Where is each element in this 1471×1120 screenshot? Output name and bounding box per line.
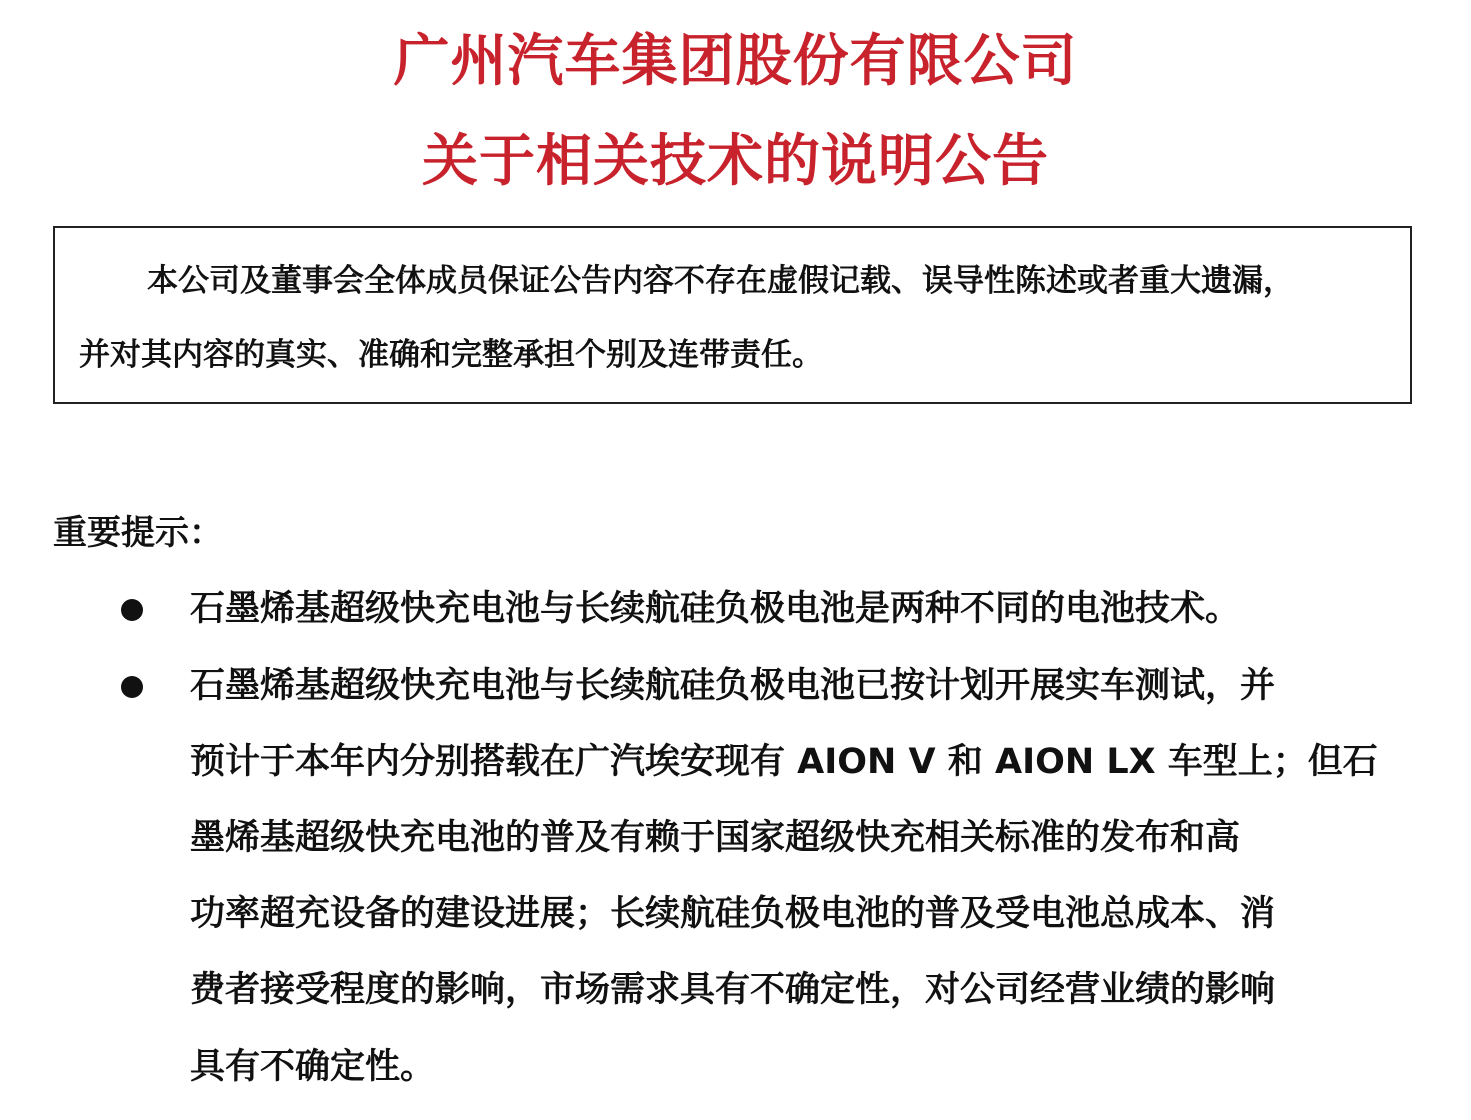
bullet-text: 费者接受程度的影响，市场需求具有不确定性，对公司经营业绩的影响 [190,970,1276,1010]
document-subtitle: 关于相关技术的说明公告 [422,129,1049,194]
document-title: 广州汽车集团股份有限公司 [393,29,1078,94]
disclaimer-line: 本公司及董事会全体成员保证公告内容不存在虚假记载、误导性陈述或者重大遗漏， [147,263,1294,299]
bullet-text: 具有不确定性。 [190,1047,436,1087]
bullet-dot [121,676,143,698]
disclaimer-line: 并对其内容的真实、准确和完整承担个别及连带责任。 [79,337,823,373]
bullet-text: 预计于本年内分别搭载在广汽埃安现有 AION V 和 AION LX 车型上；但石 [190,742,1378,782]
bullet-text: 墨烯基超级快充电池的普及有赖于国家超级快充相关标准的发布和高 [190,818,1241,858]
bullet-text: 石墨烯基超级快充电池与长续航硅负极电池是两种不同的电池技术。 [190,589,1241,629]
bullet-text: 石墨烯基超级快充电池与长续航硅负极电池已按计划开展实车测试，并 [190,666,1276,706]
notice-heading: 重要提示： [53,513,223,553]
bullet-dot [121,599,143,621]
disclaimer-box [53,226,1412,404]
bullet-text: 功率超充设备的建设进展；长续航硅负极电池的普及受电池总成本、消 [190,894,1276,934]
